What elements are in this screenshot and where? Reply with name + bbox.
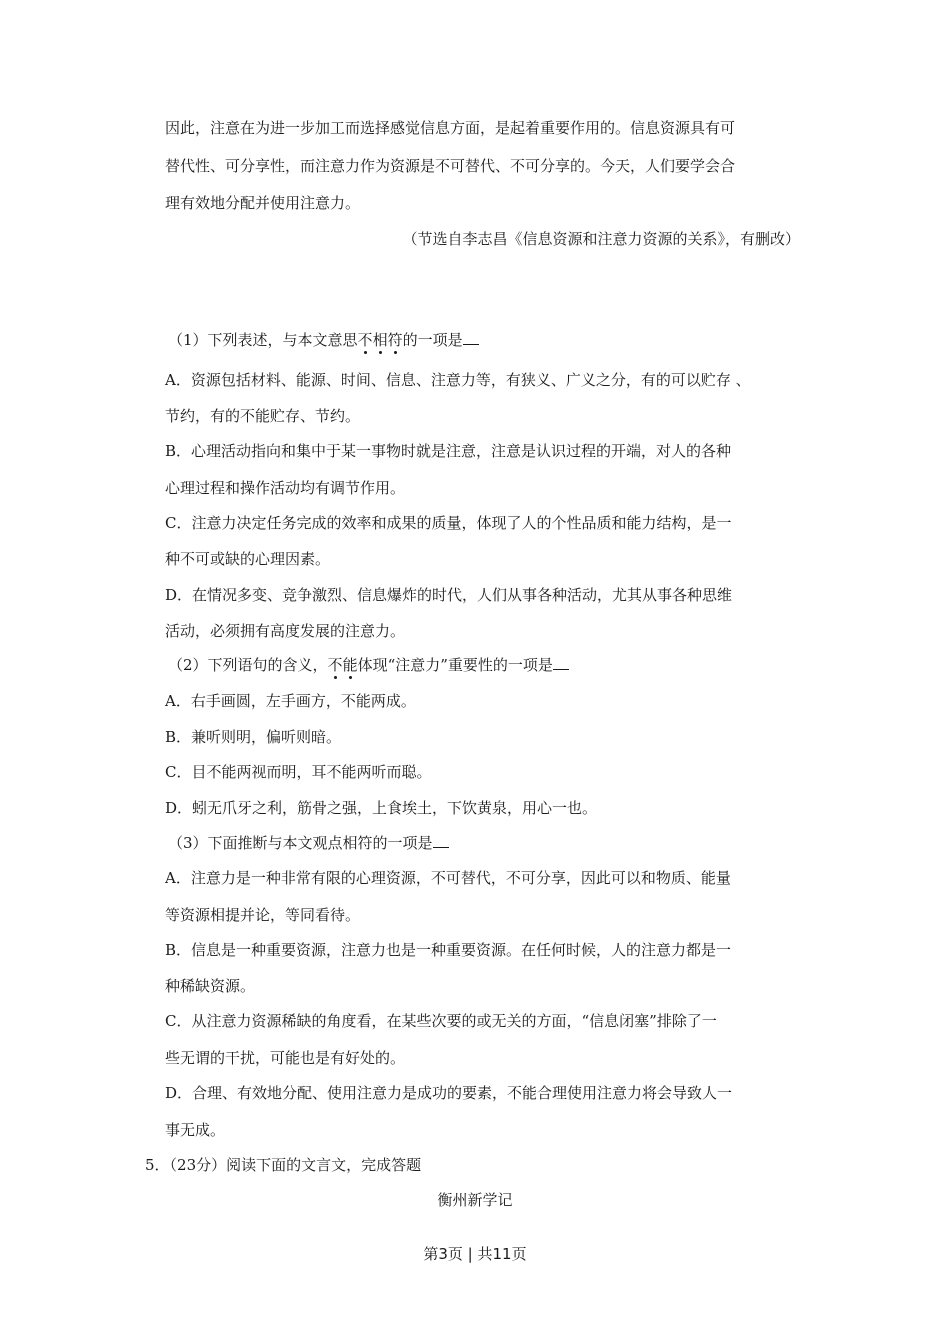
q3-option-d-line2: 事无成。 (165, 1121, 226, 1139)
emphasis-char: 不 (327, 656, 343, 674)
q2-option-a: A．右手画圆，左手画方，不能两成。 (165, 692, 416, 710)
q1-option-b-line1: B．心理活动指向和集中于某一事物时就是注意，注意是认识过程的开端，对人的各种 (165, 442, 732, 460)
q3-option-c-line2: 些无谓的干扰，可能也是有好处的。 (165, 1049, 406, 1067)
q3-option-a-line1: A．注意力是一种非常有限的心理资源，不可替代，不可分享，因此可以和物质、能量 (165, 869, 731, 887)
answer-blank (463, 330, 479, 345)
passage-line: 因此，注意在为进一步加工而选择感觉信息方面，是起着重要作用的。信息资源具有可 (165, 119, 736, 137)
passage-source: （节选自李志昌《信息资源和注意力资源的关系》，有删改） (402, 230, 800, 248)
q1-option-c-line1: C．注意力决定任务完成的效率和成果的质量，体现了人的个性品质和能力结构，是一 (165, 514, 732, 532)
question-1-stem: （1）下列表述，与本文意思不相符的一项是 (168, 330, 479, 350)
passage-line: 理有效地分配并使用注意力。 (165, 194, 361, 212)
q3-option-a-line2: 等资源相提并论，等同看待。 (165, 906, 361, 924)
q3-option-c-line1: C．从注意力资源稀缺的角度看，在某些次要的或无关的方面，“信息闭塞”排除了一 (165, 1012, 717, 1030)
emphasis-char: 不 (357, 331, 373, 349)
q3-option-b-line2: 种稀缺资源。 (165, 977, 256, 995)
q3-option-b-line1: B．信息是一种重要资源，注意力也是一种重要资源。在任何时候，人的注意力都是一 (165, 941, 732, 959)
emphasis-char: 能 (342, 656, 358, 674)
q2-option-d: D．蚓无爪牙之利，筋骨之强，上食埃土，下饮黄泉，用心一也。 (165, 799, 598, 817)
emphasis-char: 符 (387, 331, 403, 349)
question-2-stem: （2）下列语句的含义，不能体现“注意力”重要性的一项是 (168, 655, 569, 675)
question-5-header (145, 1155, 421, 1175)
passage-line: 替代性、可分享性，而注意力作为资源是不可替代、不可分享的。今天，人们要学会合 (165, 157, 736, 175)
question-5-text: （23分）阅读下面的文言文，完成答题 (169, 1156, 422, 1174)
q1-option-b-line2: 心理过程和操作活动均有调节作用。 (165, 479, 406, 497)
classical-text-title: 衡州新学记 (437, 1191, 513, 1209)
q3-option-d-line1: D．合理、有效地分配、使用注意力是成功的要素，不能合理使用注意力将会导致人一 (165, 1084, 733, 1102)
q1-option-a-line2: 节约，有的不能贮存、节约。 (165, 407, 361, 425)
question-number: 5． (145, 1156, 170, 1174)
emphasis-dotted (358, 331, 403, 349)
emphasis-dotted (328, 656, 358, 674)
q1-option-d-line1: D．在情况多变、竞争激烈、信息爆炸的时代，人们从事各种活动，尤其从事各种思维 (165, 586, 733, 604)
q1-option-d-line2: 活动，必须拥有高度发展的注意力。 (165, 622, 406, 640)
page-footer: 第3页 | 共11页 (423, 1245, 527, 1263)
emphasis-char: 相 (372, 331, 388, 349)
q1-option-c-line2: 种不可或缺的心理因素。 (165, 550, 331, 568)
answer-blank (553, 655, 569, 670)
q1-option-a-line1: A．资源包括材料、能源、时间、信息、注意力等，有狭义、广义之分，有的可以贮存 、 (165, 371, 751, 389)
answer-blank (433, 833, 449, 848)
q2-option-c: C．目不能两视而明，耳不能两听而聪。 (165, 763, 432, 781)
question-3-stem: （3）下面推断与本文观点相符的一项是 (168, 833, 449, 853)
q2-option-b: B．兼听则明，偏听则暗。 (165, 728, 342, 746)
